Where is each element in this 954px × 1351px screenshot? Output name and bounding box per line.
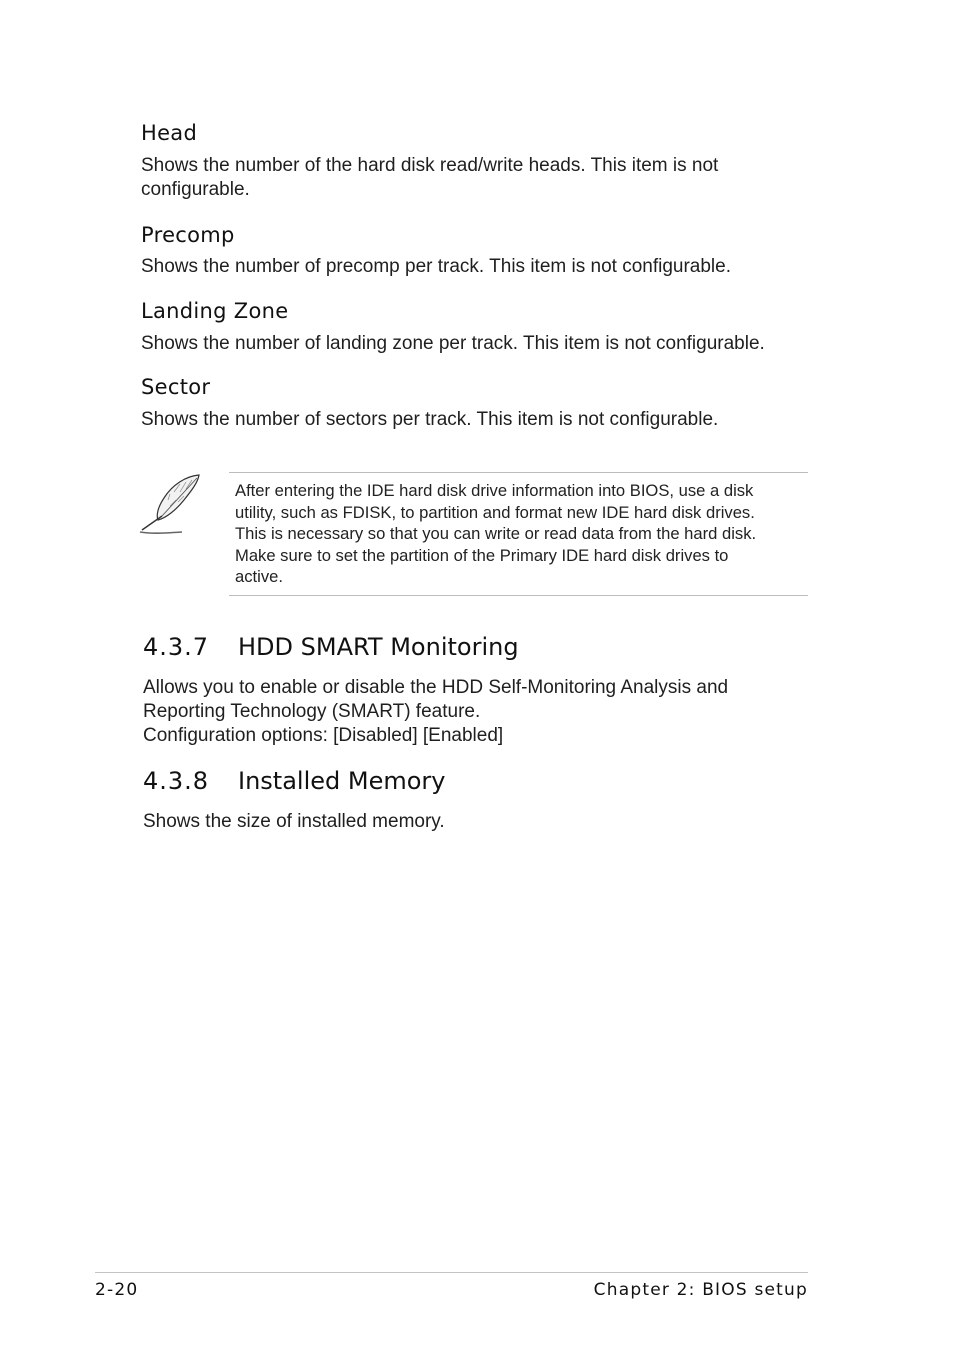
note-top-rule [229, 472, 808, 473]
precomp-heading: Precomp [141, 223, 235, 247]
section-number: 4.3.8 [143, 767, 210, 795]
installed-memory-heading [143, 767, 445, 795]
hdd-smart-description: Allows you to enable or disable the HDD Self-Monitoring Analysis and Reporting Technology (SMART) feature. Configuration options: [Disabled] [Enabled] [143, 677, 729, 746]
section-title: HDD SMART Monitoring [238, 633, 519, 661]
section-title: Installed Memory [238, 767, 446, 795]
sector-heading: Sector [141, 375, 211, 399]
note-text: After entering the IDE hard disk drive information into BIOS, use a disk utility, such as FDISK, to partition and format new IDE hard disk drives. This is necessary so that you can write or read data from the hard disk. Make sure to set the partition of the Primary IDE hard disk drives to active. [235, 481, 757, 587]
page-number: 2-20 [95, 1280, 139, 1300]
hdd-smart-heading [143, 633, 519, 661]
feather-quill-icon [136, 470, 206, 540]
precomp-description: Shows the number of precomp per track. This item is not configurable. [141, 256, 731, 277]
head-heading: Head [141, 121, 198, 145]
landing-zone-description: Shows the number of landing zone per track. This item is not configurable. [141, 333, 765, 354]
installed-memory-description: Shows the size of installed memory. [143, 811, 445, 832]
note-bottom-rule [229, 595, 808, 596]
section-number: 4.3.7 [143, 633, 210, 661]
footer-rule [95, 1272, 808, 1273]
sector-description: Shows the number of sectors per track. This item is not configurable. [141, 409, 719, 430]
head-description: Shows the number of the hard disk read/write heads. This item is not configurable. [141, 155, 719, 200]
chapter-title: Chapter 2: BIOS setup [593, 1280, 808, 1300]
landing-zone-heading: Landing Zone [141, 299, 289, 323]
